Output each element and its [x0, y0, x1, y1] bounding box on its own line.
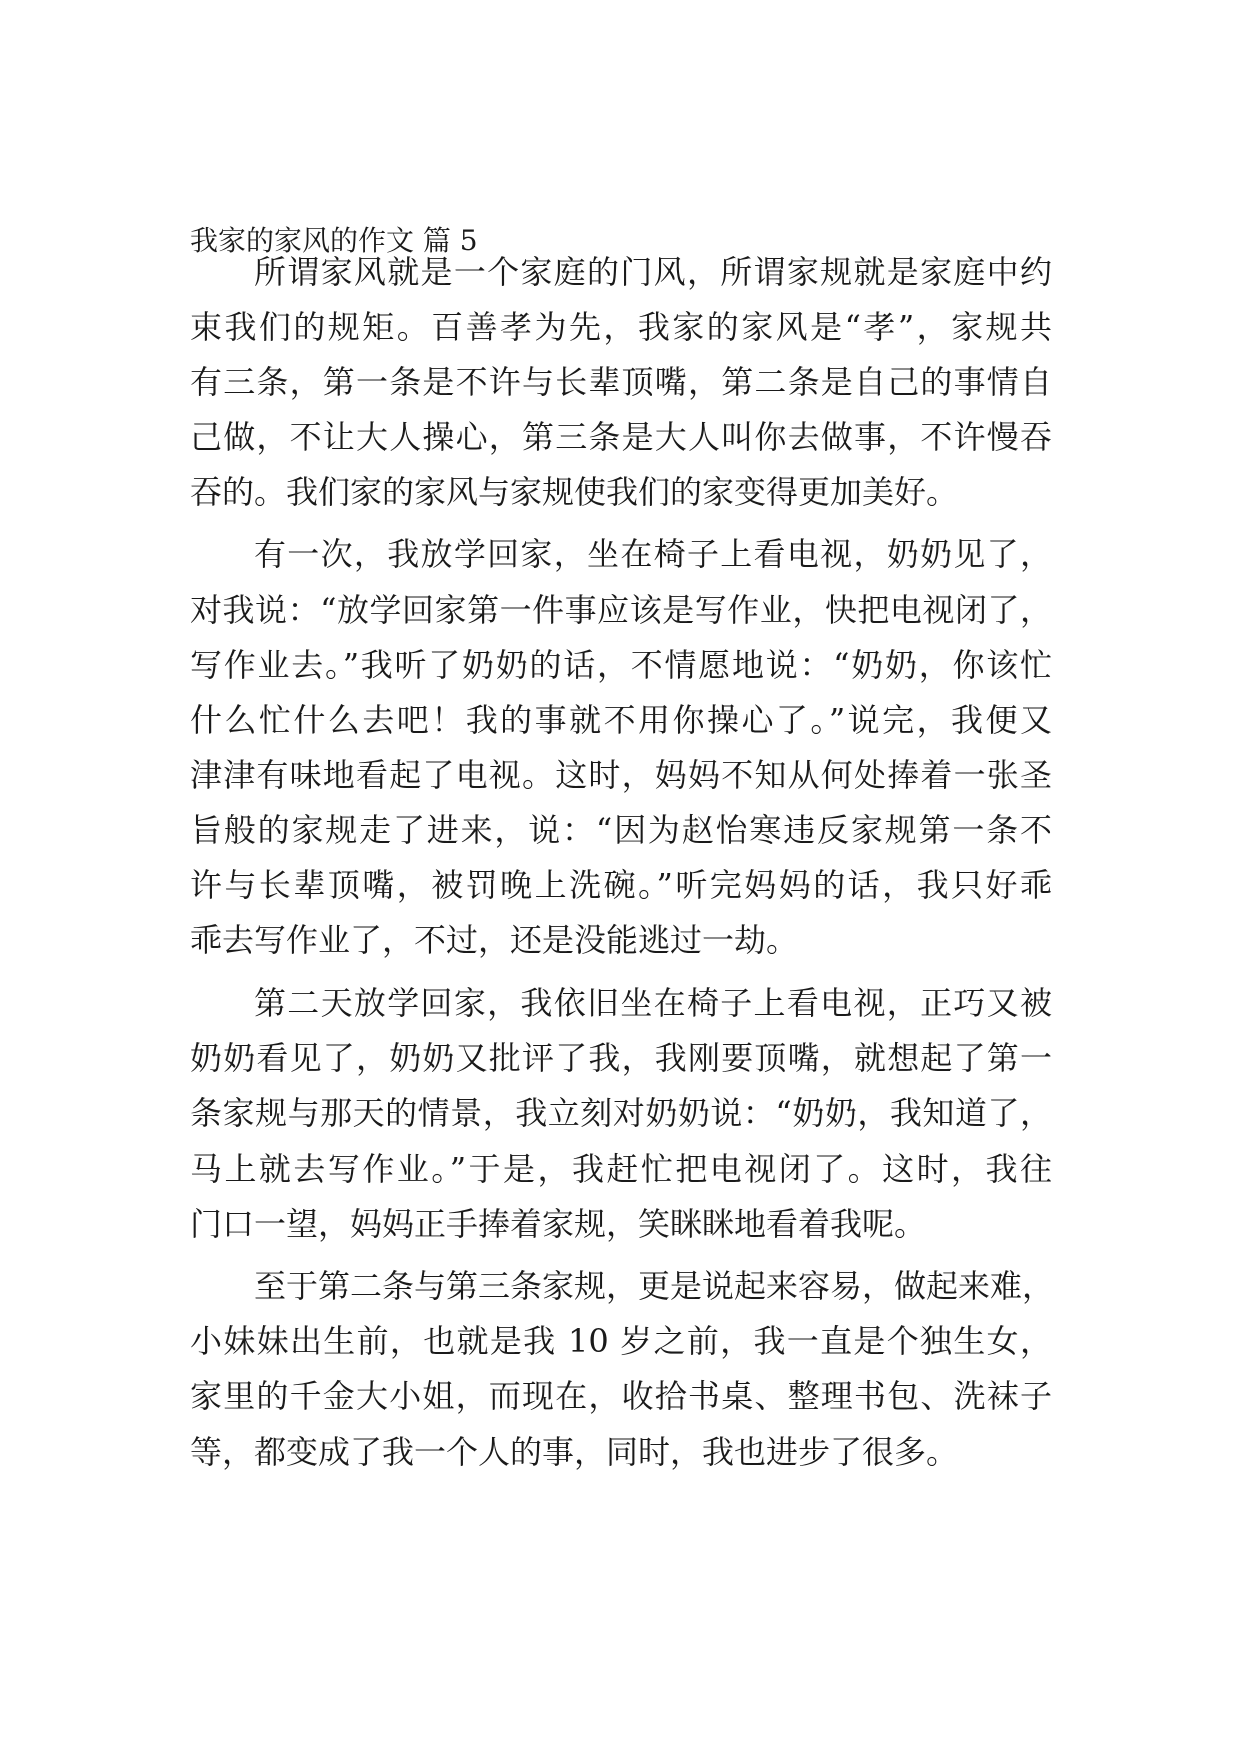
- paragraph-2-line-3: 写作业去。”我听了奶奶的话，不情愿地说：“奶奶，你该忙: [190, 646, 1052, 684]
- paragraph-2-line-4: 什么忙什么去吧！我的事就不用你操心了。”说完，我便又: [190, 701, 1052, 739]
- paragraph-3-line-2: 奶奶看见了，奶奶又批评了我，我刚要顶嘴，就想起了第一: [190, 1039, 1052, 1077]
- paragraph-4-line-1: 至于第二条与第三条家规，更是说起来容易，做起来难，: [254, 1267, 1055, 1305]
- paragraph-2-line-5: 津津有味地看起了电视。这时，妈妈不知从何处捧着一张圣: [190, 756, 1052, 794]
- paragraph-3-line-4: 马上就去写作业。”于是，我赶忙把电视闭了。这时，我往: [190, 1150, 1052, 1188]
- paragraph-1-line-3: 有三条，第一条是不许与长辈顶嘴，第二条是自己的事情自: [190, 363, 1052, 401]
- paragraph-4-line-2: 小妹妹出生前，也就是我 10 岁之前，我一直是个独生女，: [190, 1322, 1052, 1360]
- paragraph-3-line-5: 门口一望，妈妈正手捧着家规，笑眯眯地看着我呢。: [190, 1205, 927, 1243]
- paragraph-2-line-8: 乖去写作业了，不过，还是没能逃过一劫。: [190, 921, 799, 959]
- paragraph-3-line-1: 第二天放学回家，我依旧坐在椅子上看电视，正巧又被: [254, 984, 1052, 1022]
- paragraph-3-line-3: 条家规与那天的情景，我立刻对奶奶说：“奶奶，我知道了，: [190, 1094, 1052, 1132]
- paragraph-4-line-4: 等，都变成了我一个人的事，同时，我也进步了很多。: [190, 1433, 959, 1471]
- paragraph-2-line-7: 许与长辈顶嘴，被罚晚上洗碗。”听完妈妈的话，我只好乖: [190, 866, 1052, 904]
- paragraph-2-line-6: 旨般的家规走了进来，说：“因为赵怡寒违反家规第一条不: [190, 811, 1052, 849]
- paragraph-1-line-2: 束我们的规矩。百善孝为先，我家的家风是“孝”，家规共: [190, 308, 1052, 346]
- paragraph-1-line-4: 己做，不让大人操心，第三条是大人叫你去做事，不许慢吞: [190, 418, 1052, 456]
- paragraph-2-line-2: 对我说：“放学回家第一件事应该是写作业，快把电视闭了，: [190, 591, 1052, 629]
- paragraph-4-line-3: 家里的千金大小姐，而现在，收拾书桌、整理书包、洗袜子: [190, 1377, 1052, 1415]
- paragraph-1-line-5: 吞的。我们家的家风与家规使我们的家变得更加美好。: [190, 473, 959, 511]
- paragraph-2-line-1: 有一次，我放学回家，坐在椅子上看电视，奶奶见了，: [254, 535, 1052, 573]
- essay-title: 我家的家风的作文 篇 5: [190, 224, 478, 257]
- paragraph-1-line-1: 所谓家风就是一个家庭的门风，所谓家规就是家庭中约: [254, 253, 1052, 291]
